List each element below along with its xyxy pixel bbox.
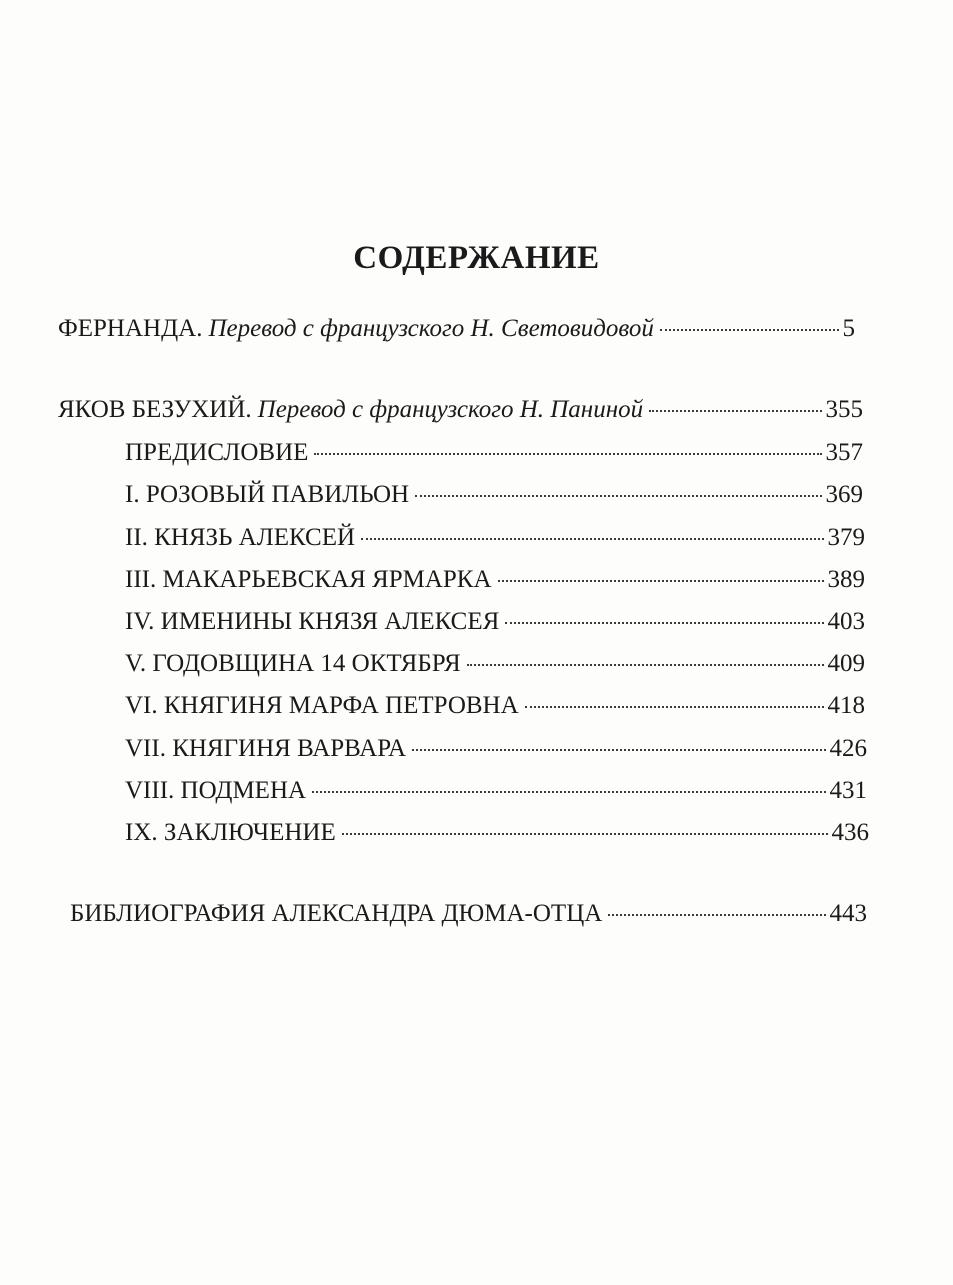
toc-chapter-5[interactable] (125, 648, 865, 680)
toc-page-number: 426 (829, 735, 867, 762)
toc-chapter-2[interactable] (125, 522, 865, 554)
toc-leader-dots (342, 833, 828, 835)
toc-leader-dots (412, 749, 825, 751)
toc-chapter-3[interactable] (125, 564, 865, 596)
toc-page-number: 357 (825, 439, 863, 466)
toc-chapter-1[interactable] (125, 479, 863, 511)
toc-entry-title: V. ГОДОВЩИНА 14 ОКТЯБРЯ (125, 650, 461, 677)
toc-page-number: 369 (825, 481, 863, 508)
toc-chapter-8[interactable] (125, 775, 867, 807)
toc-page-number: 431 (829, 777, 867, 804)
toc-entry-title: IX. ЗАКЛЮЧЕНИЕ (125, 819, 336, 846)
toc-entry-title: I. РОЗОВЫЙ ПАВИЛЬОН (125, 481, 410, 508)
toc-entry-title: VII. КНЯГИНЯ ВАРВАРА (125, 735, 407, 762)
toc-entry-title: ПРЕДИСЛОВИЕ (125, 439, 309, 466)
toc-entry-title: II. КНЯЗЬ АЛЕКСЕЙ (125, 524, 356, 551)
toc-leader-dots (660, 329, 839, 331)
toc-leader-dots (498, 580, 824, 582)
toc-page-number: 355 (825, 396, 863, 423)
toc-entry-note: Перевод с французского Н. Световидовой (208, 315, 654, 342)
toc-leader-dots (467, 664, 824, 666)
toc-entry-bibliography[interactable] (70, 898, 867, 930)
toc-entry-title: ЯКОВ БЕЗУХИЙ. (58, 396, 252, 423)
toc-entry-title: ФЕРНАНДА. (58, 315, 203, 342)
toc-entry-title: III. МАКАРЬЕВСКАЯ ЯРМАРКА (125, 566, 492, 593)
page-title: СОДЕРЖАНИЕ (353, 240, 600, 276)
toc-page-number: 409 (827, 650, 865, 677)
toc-entry-title: IV. ИМЕНИНЫ КНЯЗЯ АЛЕКСЕЯ (125, 608, 500, 635)
toc-leader-dots (649, 410, 821, 412)
toc-entry-title: БИБЛИОГРАФИЯ АЛЕКСАНДРА ДЮМА-ОТЦА (70, 900, 603, 927)
toc-leader-dots (314, 453, 821, 455)
toc-entry-title: VI. КНЯГИНЯ МАРФА ПЕТРОВНА (125, 692, 519, 719)
toc-leader-dots (361, 538, 823, 540)
toc-entry-note: Перевод с французского Н. Паниной (257, 396, 644, 423)
toc-entry-title: VIII. ПОДМЕНА (125, 777, 307, 804)
toc-chapter-4[interactable] (125, 606, 865, 638)
toc-page-number: 436 (831, 819, 869, 846)
toc-entry-yakov-bezukhiy[interactable] (58, 394, 863, 426)
toc-leader-dots (608, 914, 825, 916)
toc-page-number: 403 (827, 608, 865, 635)
toc-page-number: 418 (827, 692, 865, 719)
toc-page-number: 379 (827, 524, 865, 551)
toc-chapter-7[interactable] (125, 733, 867, 765)
toc-page-number: 443 (829, 900, 867, 927)
toc-chapter-6[interactable] (125, 690, 865, 722)
toc-page-number: 5 (842, 315, 855, 342)
toc-entry-preface[interactable] (125, 437, 863, 469)
toc-chapter-9[interactable] (125, 817, 869, 849)
toc-leader-dots (312, 791, 825, 793)
toc-leader-dots (415, 495, 821, 497)
toc-leader-dots (505, 622, 823, 624)
toc-page-number: 389 (827, 566, 865, 593)
toc-entry-fernanda[interactable] (58, 313, 855, 345)
toc-leader-dots (525, 706, 824, 708)
